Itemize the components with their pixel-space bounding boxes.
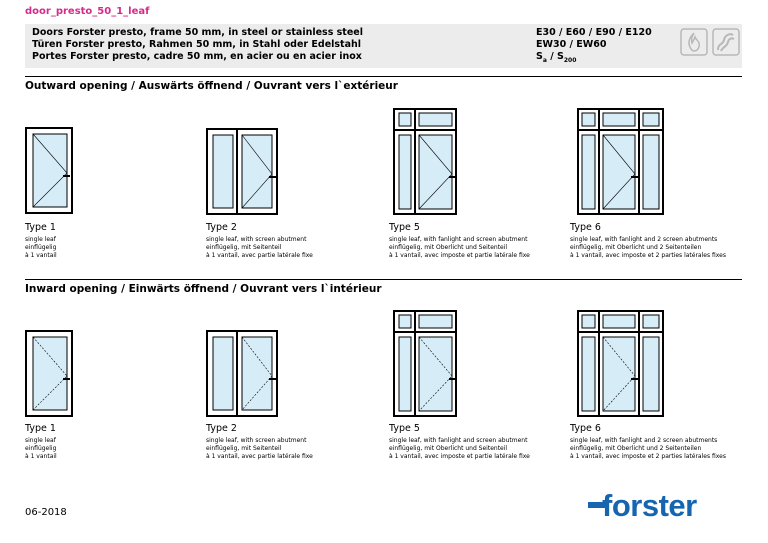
header-line-fr: Portes Forster presto, cadre 50 mm, en acier ou en acier inox <box>32 51 362 62</box>
type-description: single leaf, with screen abutment einflügelig, mit Seitenteil à 1 vantail, avec partie latérale fixe <box>206 236 313 259</box>
header-line-de: Türen Forster presto, Rahmen 50 mm, in Stahl oder Edelstahl <box>32 39 362 50</box>
type-label: Type 2 <box>206 423 237 434</box>
fire-ratings <box>536 27 652 67</box>
type-label: Type 1 <box>25 222 56 233</box>
type-label: Type 2 <box>206 222 237 233</box>
rating-smoke: $S_a / S_{200}$ <box>536 51 577 64</box>
logo-wordmark: forster <box>602 488 697 523</box>
flame-icon <box>681 29 707 55</box>
rating-ew: EW30 / EW60 <box>536 39 607 50</box>
smoke-icon <box>713 29 739 55</box>
door-drawing-inward-type-1 <box>25 330 75 418</box>
type-description: single leaf, with fanlight and screen abutment einflügelig, mit Oberlicht und Seitenteil à 1 vantail, avec imposte et partie latérale fixe <box>389 437 530 460</box>
door-drawing-outward-type-5 <box>393 108 459 216</box>
door-drawing-outward-type-6 <box>577 108 665 216</box>
section-title-outward: Outward opening / Auswärts öffnend / Ouvrant vers l`extérieur <box>25 80 398 92</box>
type-label: Type 6 <box>570 222 601 233</box>
header-line-en: Doors Forster presto, frame 50 mm, in steel or stainless steel <box>32 27 363 38</box>
footer-date: 06-2018 <box>25 507 67 518</box>
type-label: Type 5 <box>389 222 420 233</box>
forster-logo <box>588 488 744 528</box>
door-drawing-inward-type-5 <box>393 310 459 418</box>
header-description <box>32 27 363 63</box>
type-description: single leaf einflügelig à 1 vantail <box>25 437 57 460</box>
type-description: single leaf, with screen abutment einflügelig, mit Seitenteil à 1 vantail, avec partie latérale fixe <box>206 437 313 460</box>
section-divider-outward <box>25 76 742 77</box>
type-description: single leaf, with fanlight and screen abutment einflügelig, mit Oberlicht und Seitenteil à 1 vantail, avec imposte et partie latérale fixe <box>389 236 530 259</box>
door-drawing-outward-type-2 <box>206 128 278 216</box>
door-drawing-inward-type-6 <box>577 310 665 418</box>
type-label: Type 5 <box>389 423 420 434</box>
type-description: single leaf, with fanlight and 2 screen abutments einflügelig, mit Oberlicht und 2 Seitenteilen à 1 vantail, avec imposte et 2 parties latérales fixes <box>570 437 726 460</box>
type-label: Type 6 <box>570 423 601 434</box>
section-title-inward: Inward opening / Einwärts öffnend / Ouvrant vers l`intérieur <box>25 283 382 295</box>
type-description: single leaf einflügelig à 1 vantail <box>25 236 57 259</box>
type-description: single leaf, with fanlight and 2 screen abutments einflügelig, mit Oberlicht und 2 Seitenteilen à 1 vantail, avec imposte et 2 parties latérales fixes <box>570 236 726 259</box>
document-id: door_presto_50_1_leaf <box>25 6 150 17</box>
rating-icons <box>680 28 742 60</box>
section-divider-inward <box>25 279 742 280</box>
rating-e: E30 / E60 / E90 / E120 <box>536 27 652 38</box>
type-label: Type 1 <box>25 423 56 434</box>
door-drawing-outward-type-1 <box>25 127 75 215</box>
door-drawing-inward-type-2 <box>206 330 278 418</box>
